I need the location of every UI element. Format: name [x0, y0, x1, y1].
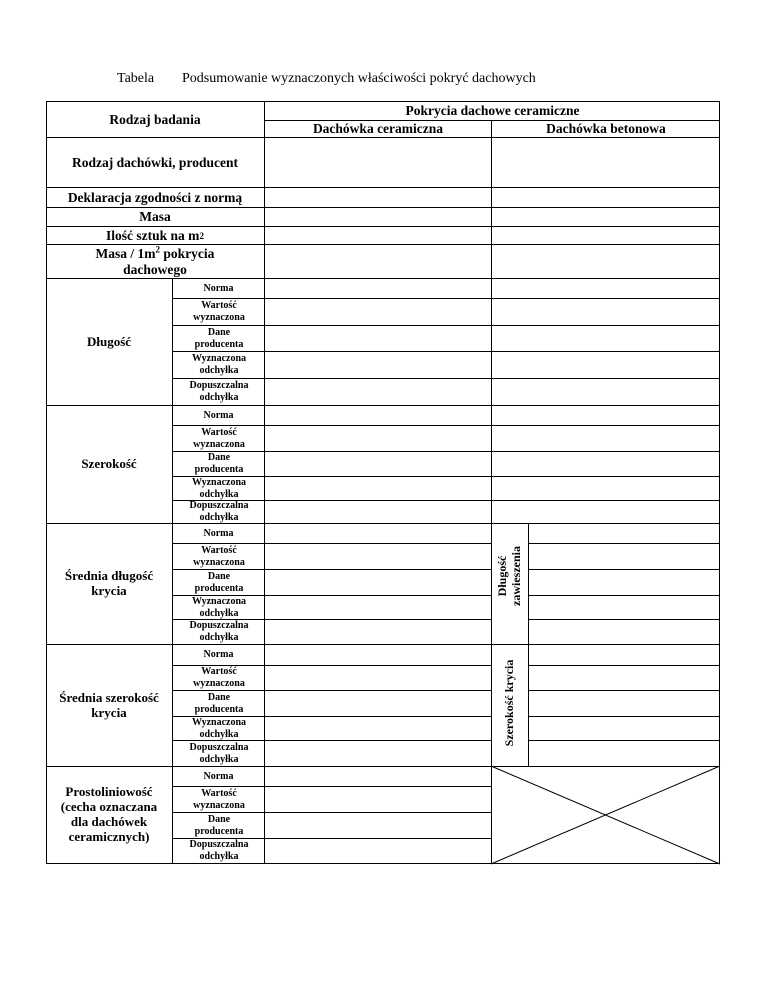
group-label-prostoliniowosc: Prostoliniowość (cecha oznaczana dla dachówek ceramicznych): [60, 784, 158, 844]
subrow-dane: Dane producenta: [194, 570, 244, 594]
row-label-ilosc-sztuk: Ilość sztuk na m 2: [106, 227, 204, 243]
header-col-ceramiczna: Dachówka ceramiczna: [312, 121, 444, 137]
side-label-szerokosc-krycia: Szerokość krycia: [502, 659, 517, 747]
table-caption-label: Tabela: [117, 71, 155, 86]
subrow-norma: Norma: [203, 282, 234, 294]
subrow-dane: Dane producenta: [194, 813, 244, 837]
subrow-dane: Dane producenta: [194, 452, 244, 475]
header-rodzaj-badania: Rodzaj badania: [109, 111, 201, 127]
subrow-wyznaczona-odchylka: Wyznaczona odchyłka: [191, 716, 247, 740]
subrow-norma: Norma: [203, 409, 234, 421]
side-label-dlugosc-zawieszenia: Długość zawieszenia: [495, 546, 523, 606]
subrow-dopuszczalna-odchylka: Dopuszczalna odchyłka: [189, 380, 249, 403]
masa-m2-sup: 2: [155, 244, 161, 255]
subrow-norma: Norma: [203, 649, 234, 660]
row-label-masa-m2: [70, 245, 240, 278]
subrow-wartosc: Wartość wyznaczona: [193, 426, 245, 450]
subrow-wartosc: Wartość wyznaczona: [193, 544, 245, 568]
row-label-deklaracja: Deklaracja zgodności z normą: [67, 189, 243, 205]
table-caption-title: Podsumowanie wyznaczonych właściwości pokryć dachowych: [182, 71, 536, 86]
subrow-dopuszczalna-odchylka: Dopuszczalna odchyłka: [189, 741, 249, 765]
subrow-norma: Norma: [203, 527, 234, 539]
subrow-wartosc: Wartość wyznaczona: [193, 787, 245, 811]
masa-m2-prefix: Masa / 1m: [95, 246, 156, 261]
group-label-srednia-dlugosc: Średnia długość krycia: [64, 568, 154, 598]
subrow-dane: Dane producenta: [194, 326, 244, 350]
subrow-wyznaczona-odchylka: Wyznaczona odchyłka: [191, 595, 247, 619]
subrow-wyznaczona-odchylka: Wyznaczona odchyłka: [191, 353, 247, 376]
masa-m2-suffix: pokrycia dachowego: [123, 246, 215, 277]
subrow-dopuszczalna-odchylka: Dopuszczalna odchyłka: [189, 839, 249, 862]
group-label-dlugosc: Długość: [86, 333, 132, 349]
group-label-szerokosc: Szerokość: [81, 456, 137, 472]
subrow-dopuszczalna-odchylka: Dopuszczalna odchyłka: [189, 500, 249, 523]
row-label-masa: Masa: [139, 209, 171, 225]
subrow-wyznaczona-odchylka: Wyznaczona odchyłka: [191, 476, 247, 500]
header-col-betonowa: Dachówka betonowa: [546, 121, 666, 137]
subrow-wartosc: Wartość wyznaczona: [193, 666, 245, 689]
subrow-wartosc: Wartość wyznaczona: [193, 300, 245, 323]
subrow-dopuszczalna-odchylka: Dopuszczalna odchyłka: [189, 620, 249, 643]
subrow-dane: Dane producenta: [194, 691, 244, 715]
subrow-norma: Norma: [203, 770, 234, 782]
row-label-rodzaj-dachowki: Rodzaj dachówki, producent: [72, 154, 238, 170]
header-group-title: Pokrycia dachowe ceramiczne: [405, 103, 580, 119]
group-label-srednia-szerokosc: Średnia szerokość krycia: [59, 689, 159, 720]
ilosc-text: Ilość sztuk na m: [106, 227, 200, 243]
